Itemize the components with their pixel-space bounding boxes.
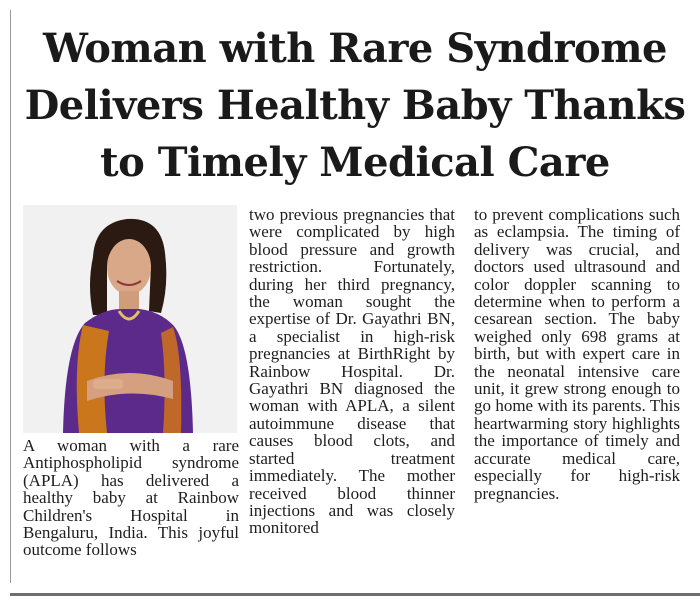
headline: Woman with Rare Syndrome Delivers Healthy Baby Thanks to Timely Medical Care xyxy=(24,25,686,186)
left-column-rule xyxy=(10,10,11,583)
article-column-3: to prevent complications such as eclampsia. The timing of delivery was crucial, and doctors used ultrasound and color doppler scanning to determine when to perform a cesarean section. The baby weighed only 698 grams at birth, but with expert care in the neonatal intensive care unit, it grew strong enough to go home with its parents. This heartwarming story highlights the importance of timely and accurate medical care, especially for high-risk pregnancies. xyxy=(474,205,680,503)
bottom-rule xyxy=(10,593,700,596)
article-column-1: A woman with a rare Antiphospholipid syndrome (APLA) has delivered a healthy baby at Rainbow Children's Hospital in Bengaluru, India. This joyful outcome follows xyxy=(23,436,239,560)
portrait-image xyxy=(23,205,237,433)
article-photo xyxy=(23,205,237,433)
article-column-2: two previous pregnancies that were complicated by high blood pressure and growth restriction. Fortunately, during her third pregnancy, the woman sought the expertise of Dr. Gayathri BN, a specialist in high-risk pregnancies at BirthRight by Rainbow Hospital. Dr. Gayathri BN diagnosed the woman with APLA, a silent autoimmune disease that causes blood clots, and started treatment immediately. The mother received blood thinner injections and was closely monitored xyxy=(249,205,455,538)
